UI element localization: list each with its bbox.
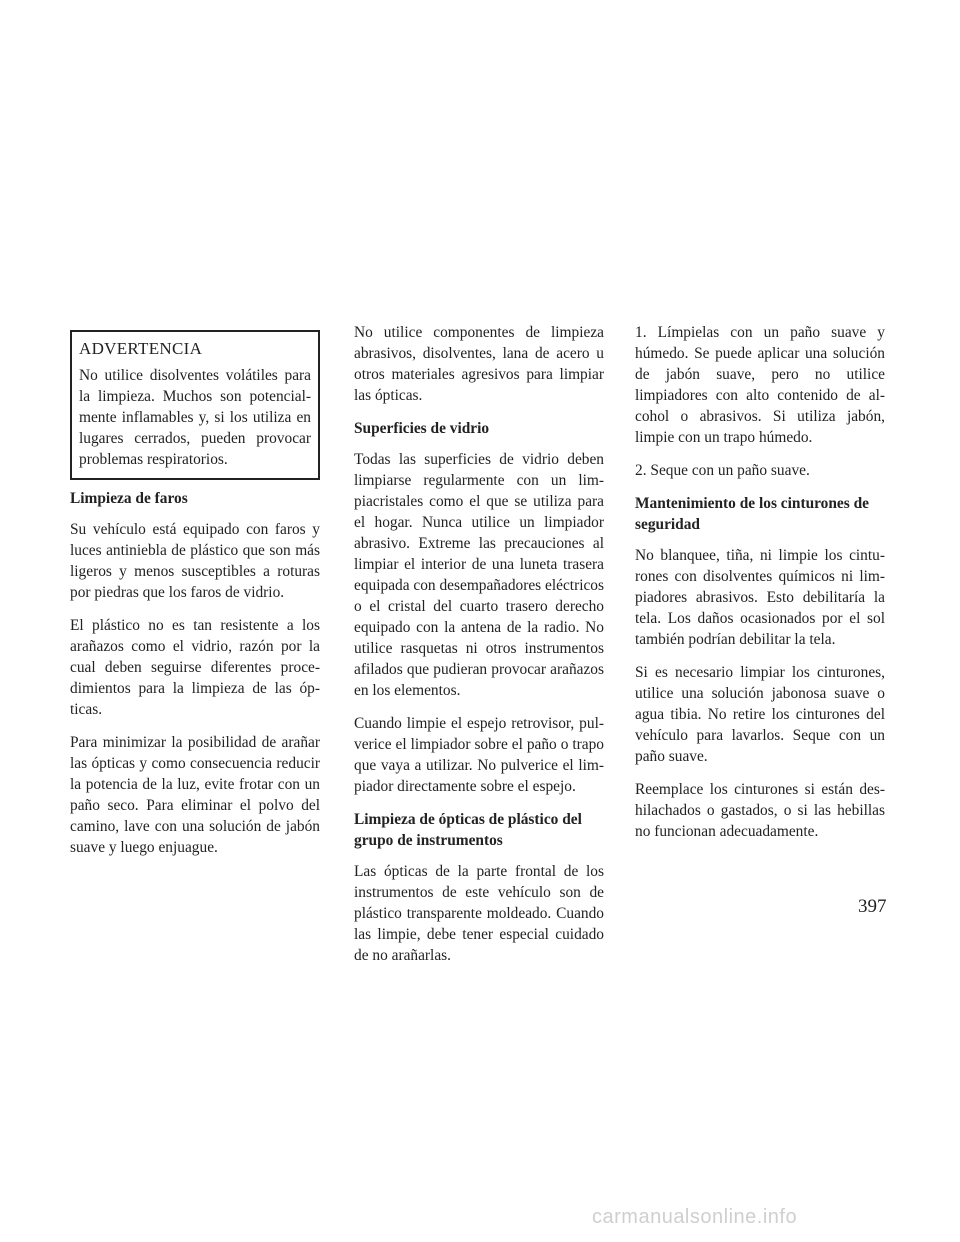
paragraph: Su vehículo está equipado con faros y luces antiniebla de plástico que son más ligeros y menos susceptibles a roturas por piedras que los faros de vidrio. <box>70 521 320 601</box>
warning-box <box>70 330 320 480</box>
section-heading-headlamp-cleaning: Limpieza de faros <box>70 490 188 507</box>
paragraph: Las ópticas de la parte frontal de los instrumentos de este vehículo son de plástico transparente moldeado. Cuando las limpie, debe tener especial cuidado de no arañarlas. <box>354 863 604 964</box>
list-item: 1. Límpielas con un paño suave y húmedo. Se puede aplicar una solución de jabón suave, pero no utilice limpiadores con alto contenido de alcohol o abrasivos. Si utiliza jabón, limpie con un trapo húmedo. <box>635 324 885 446</box>
section-heading-glass-surfaces: Superficies de vidrio <box>354 420 490 437</box>
section-heading-instrument-lens: Limpieza de ópticas de plástico del grupo de instrumentos <box>354 811 582 849</box>
paragraph: Todas las superficies de vidrio deben limpiarse regularmente con un limpiacristales como el que se utiliza para el hogar. Nunca utilice un limpiador abrasivo. Extreme las precauciones al limpiar el interior de una luneta trasera equipada con desempañadores eléctricos o el cristal del cuarto trasero derecho equipado con la antena de la radio. No utilice rasquetas ni otros instrumentos afilados que pudieran provocar arañazos en los elementos. <box>354 451 604 699</box>
paragraph: El plástico no es tan resistente a los arañazos como el vidrio, razón por la cual deben seguirse diferentes procedimientos para la limpieza de las ópticas. <box>70 617 320 718</box>
warning-title: ADVERTENCIA <box>79 339 203 358</box>
paragraph: Si es necesario limpiar los cinturones, utilice una solución jabonosa suave o agua tibia. No retire los cinturones del vehículo para lavarlos. Seque con un paño suave. <box>635 664 885 765</box>
column-3 <box>635 322 885 854</box>
warning-text: No utilice disolventes volátiles para la limpieza. Muchos son potencialmente inflamables y, si los utiliza en lugares cerrados, pueden provocar problemas respiratorios. <box>79 367 311 468</box>
paragraph: No blanquee, tiña, ni limpie los cinturones con disolventes químicos ni limpiadores abrasivos. Esto debilitaría la tela. Los daños ocasionados por el sol también podrían debilitar la tela. <box>635 547 885 648</box>
column-2 <box>354 322 604 978</box>
paragraph: Cuando limpie el espejo retrovisor, pulverice el limpiador sobre el paño o trapo que vaya a utilizar. No pulverice el limpiador directamente sobre el espejo. <box>354 715 604 795</box>
paragraph: Para minimizar la posibilidad de arañar las ópticas y como consecuencia reducir la potencia de la luz, evite frotar con un paño seco. Para eliminar el polvo del camino, lave con una solución de jabón suave y luego enjuague. <box>70 734 320 856</box>
page-number: 397 <box>858 896 887 917</box>
section-heading-seat-belts: Mantenimiento de los cinturones de seguridad <box>635 495 869 533</box>
column-1 <box>70 330 320 870</box>
list-item: 2. Seque con un paño suave. <box>635 462 810 479</box>
paragraph: No utilice componentes de limpieza abrasivos, disolventes, lana de acero u otros materiales agresivos para limpiar las ópticas. <box>354 324 604 404</box>
footer-watermark: carmanualsonline.info <box>592 1206 798 1228</box>
paragraph: Reemplace los cinturones si están deshilachados o gastados, o si las hebillas no funcionan adecuadamente. <box>635 781 885 840</box>
